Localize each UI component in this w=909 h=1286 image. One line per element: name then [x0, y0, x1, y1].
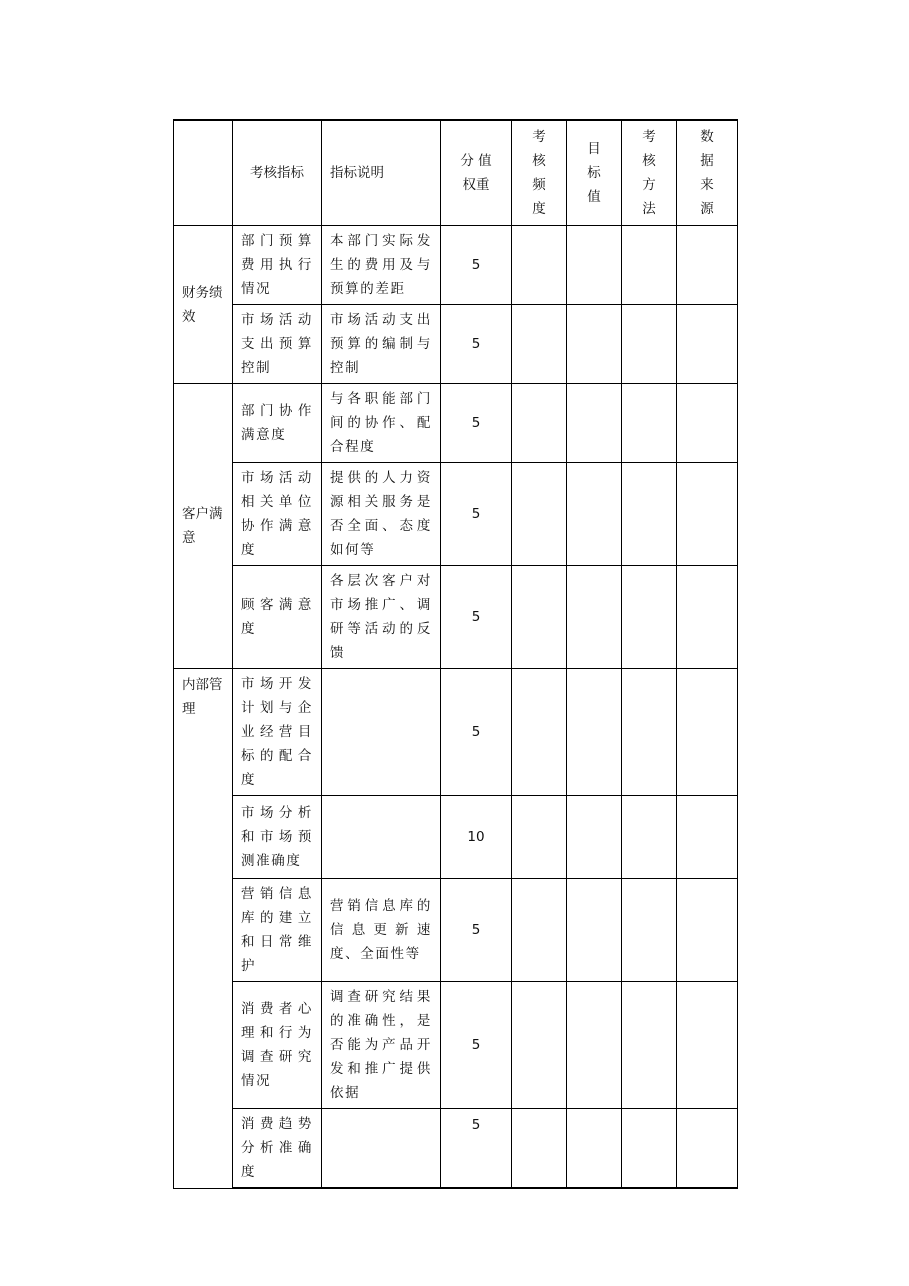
header-target-char: 标 [587, 165, 601, 181]
header-method-char: 考 [642, 129, 656, 145]
row-source-cell [677, 1109, 738, 1189]
row-description [322, 1109, 441, 1189]
row-target-cell [567, 384, 622, 463]
table-row [174, 566, 738, 669]
row-indicator: 消费者心理和行为调查研究情况 [233, 982, 322, 1109]
table-row [174, 226, 738, 305]
row-indicator: 市场开发计划与企业经营目标的配合度 [233, 669, 322, 796]
row-source-cell [677, 982, 738, 1109]
row-source-cell [677, 463, 738, 566]
row-description: 本部门实际发生的费用及与预算的差距 [322, 226, 441, 305]
row-weight: 5 [441, 1109, 512, 1189]
row-method-cell [622, 305, 677, 384]
row-description: 各层次客户对市场推广、调研等活动的反馈 [322, 566, 441, 669]
table-row [174, 982, 738, 1109]
header-indicator: 考核指标 [233, 120, 322, 226]
row-frequency-cell [512, 463, 567, 566]
row-frequency-cell [512, 566, 567, 669]
row-description: 市场活动支出预算的编制与控制 [322, 305, 441, 384]
row-frequency-cell [512, 384, 567, 463]
row-source-cell [677, 669, 738, 796]
row-weight: 5 [441, 566, 512, 669]
row-source-cell [677, 796, 738, 879]
row-description: 营销信息库的信息更新速度、全面性等 [322, 879, 441, 982]
header-target [567, 120, 622, 226]
row-method-cell [622, 463, 677, 566]
group-finance: 财务绩效 [174, 226, 233, 384]
header-method-char: 核 [642, 153, 656, 169]
row-indicator: 部门协作满意度 [233, 384, 322, 463]
row-target-cell [567, 796, 622, 879]
row-frequency-cell [512, 305, 567, 384]
row-indicator: 市场活动相关单位协作满意度 [233, 463, 322, 566]
row-target-cell [567, 305, 622, 384]
header-row [174, 120, 738, 226]
header-source-char: 据 [700, 153, 714, 169]
row-description [322, 669, 441, 796]
row-target-cell [567, 566, 622, 669]
row-target-cell [567, 669, 622, 796]
row-description: 提供的人力资源相关服务是否全面、态度如何等 [322, 463, 441, 566]
row-method-cell [622, 669, 677, 796]
row-indicator: 消费趋势分析准确度 [233, 1109, 322, 1189]
row-weight: 5 [441, 226, 512, 305]
row-source-cell [677, 384, 738, 463]
table-row [174, 305, 738, 384]
header-frequency [512, 120, 567, 226]
row-indicator: 营销信息库的建立和日常维护 [233, 879, 322, 982]
table-row [174, 384, 738, 463]
table-row [174, 463, 738, 566]
row-target-cell [567, 226, 622, 305]
table-row [174, 1109, 738, 1189]
kpi-table [173, 119, 738, 1189]
header-method-char: 方 [642, 177, 656, 193]
group-internal: 内部管理 [174, 669, 233, 1189]
header-frequency-char: 核 [532, 153, 546, 169]
row-description: 调查研究结果的准确性，是否能为产品开发和推广提供依据 [322, 982, 441, 1109]
row-indicator: 部门预算费用执行情况 [233, 226, 322, 305]
table-row [174, 669, 738, 796]
header-source [677, 120, 738, 226]
row-method-cell [622, 982, 677, 1109]
row-target-cell [567, 463, 622, 566]
row-method-cell [622, 879, 677, 982]
row-method-cell [622, 226, 677, 305]
table-row [174, 879, 738, 982]
row-indicator: 市场活动支出预算控制 [233, 305, 322, 384]
group-customer: 客户满意 [174, 384, 233, 669]
row-weight: 10 [441, 796, 512, 879]
header-weight-line1: 分 值 [460, 153, 492, 169]
row-source-cell [677, 566, 738, 669]
row-target-cell [567, 982, 622, 1109]
row-weight: 5 [441, 305, 512, 384]
header-method [622, 120, 677, 226]
row-description [322, 796, 441, 879]
row-indicator: 顾客满意度 [233, 566, 322, 669]
row-frequency-cell [512, 1109, 567, 1189]
row-frequency-cell [512, 982, 567, 1109]
row-weight: 5 [441, 463, 512, 566]
table-row [174, 796, 738, 879]
header-source-char: 数 [700, 129, 714, 145]
row-frequency-cell [512, 226, 567, 305]
row-source-cell [677, 879, 738, 982]
row-weight: 5 [441, 982, 512, 1109]
row-target-cell [567, 879, 622, 982]
header-source-char: 来 [700, 177, 714, 193]
row-method-cell [622, 1109, 677, 1189]
row-weight: 5 [441, 384, 512, 463]
header-frequency-char: 频 [532, 177, 546, 193]
row-method-cell [622, 384, 677, 463]
row-source-cell [677, 226, 738, 305]
row-frequency-cell [512, 796, 567, 879]
header-weight-line2: 权重 [462, 177, 490, 193]
header-weight [441, 120, 512, 226]
row-method-cell [622, 566, 677, 669]
row-frequency-cell [512, 669, 567, 796]
header-target-char: 值 [587, 189, 601, 205]
header-method-char: 法 [642, 201, 656, 217]
row-weight: 5 [441, 669, 512, 796]
row-indicator: 市场分析和市场预测准确度 [233, 796, 322, 879]
header-frequency-char: 度 [532, 201, 546, 217]
header-source-char: 源 [700, 201, 714, 217]
row-source-cell [677, 305, 738, 384]
header-target-char: 目 [587, 141, 601, 157]
row-frequency-cell [512, 879, 567, 982]
row-weight: 5 [441, 879, 512, 982]
header-blank [174, 120, 233, 226]
row-description: 与各职能部门间的协作、配合程度 [322, 384, 441, 463]
row-method-cell [622, 796, 677, 879]
header-description: 指标说明 [322, 120, 441, 226]
header-frequency-char: 考 [532, 129, 546, 145]
row-target-cell [567, 1109, 622, 1189]
